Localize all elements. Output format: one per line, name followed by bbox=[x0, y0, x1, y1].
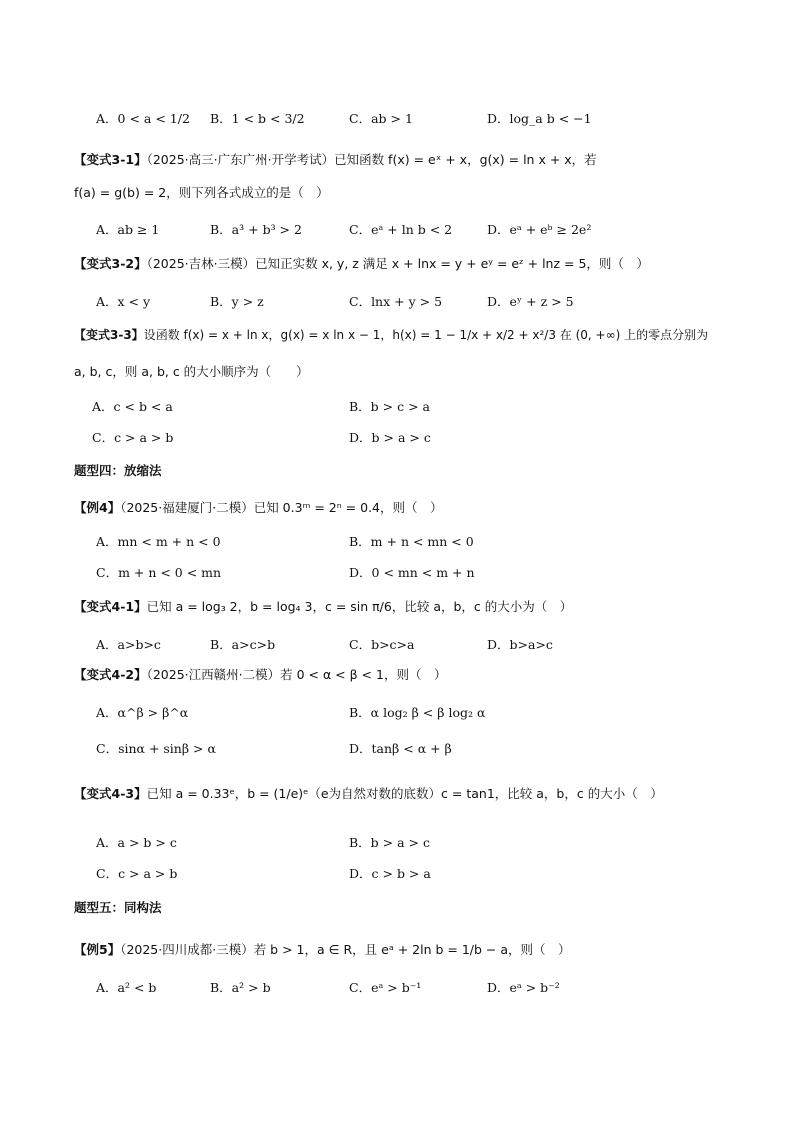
v33-option-c: C．c > a > b bbox=[92, 430, 174, 445]
v41-option-c: C．b>c>a bbox=[349, 637, 415, 652]
v33-line1: 设函数 f(x) = x + ln x，g(x) = x ln x − 1，h(x) = 1 − 1/x + x/2 + x²/3 在 (0, +∞) 上的零点分别为 bbox=[143, 328, 709, 342]
ex5-option-b: B．a² > b bbox=[210, 980, 271, 995]
ex4-option-a: A．mn < m + n < 0 bbox=[96, 534, 221, 549]
v43-option-b: B．b > a > c bbox=[349, 835, 430, 850]
v31-line2: f(a) = g(b) = 2，则下列各式成立的是（ ） bbox=[74, 185, 329, 200]
v42-tag: 【变式4-2】 bbox=[74, 667, 147, 682]
v32-line1: （2025·吉林·三模）已知正实数 x, y, z 满足 x + lnx = y + eʸ = eᶻ + lnz = 5，则（ ） bbox=[146, 256, 649, 271]
ex4-option-c: C．m + n < 0 < mn bbox=[96, 565, 222, 580]
ex5-option-a: A．a² < b bbox=[96, 980, 157, 995]
v31-stem bbox=[74, 152, 597, 168]
v41-line1: 已知 a = log₃ 2，b = log₄ 3，c = sin π/6，比较 a，b，c 的大小为（ ） bbox=[146, 599, 573, 614]
v41-tag: 【变式4-1】 bbox=[74, 599, 147, 614]
v32-option-b: B．y > z bbox=[210, 294, 264, 309]
v32-option-a: A．x < y bbox=[96, 294, 151, 309]
v42-option-c: C．sinα + sinβ > α bbox=[96, 741, 216, 756]
v42-stem bbox=[74, 667, 446, 683]
v43-option-d: D．c > b > a bbox=[349, 866, 431, 881]
v31-option-d: D．eᵃ + eᵇ ≥ 2e² bbox=[487, 222, 592, 237]
ex4-option-d: D．0 < mn < m + n bbox=[349, 565, 475, 580]
v42-line1: （2025·江西赣州·二模）若 0 < α < β < 1，则（ ） bbox=[146, 667, 447, 682]
v31-option-b: B．a³ + b³ > 2 bbox=[210, 222, 302, 237]
ex4-tag: 【例4】 bbox=[74, 500, 121, 515]
ex4-line1: （2025·福建厦门·二模）已知 0.3ᵐ = 2ⁿ = 0.4，则（ ） bbox=[120, 500, 443, 515]
section-5-title: 题型五：同构法 bbox=[74, 900, 162, 915]
v31-option-a: A．ab ≥ 1 bbox=[96, 222, 160, 237]
q-top-option-c: C．ab > 1 bbox=[349, 111, 413, 126]
v32-tag: 【变式3-2】 bbox=[74, 256, 147, 271]
v33-option-b: B．b > c > a bbox=[349, 399, 430, 414]
ex5-stem bbox=[74, 942, 571, 958]
v42-option-d: D．tanβ < α + β bbox=[349, 741, 452, 756]
v33-stem bbox=[74, 327, 708, 343]
v43-tag: 【变式4-3】 bbox=[74, 786, 147, 801]
v32-option-d: D．eʸ + z > 5 bbox=[487, 294, 574, 309]
q-top-option-d: D．log_a b < −1 bbox=[487, 111, 592, 126]
section-4-title: 题型四：放缩法 bbox=[74, 463, 162, 478]
v42-option-b: B．α log₂ β < β log₂ α bbox=[349, 705, 486, 720]
v43-option-a: A．a > b > c bbox=[96, 835, 177, 850]
v41-stem bbox=[74, 599, 572, 615]
ex5-option-c: C．eᵃ > b⁻¹ bbox=[349, 980, 422, 995]
v32-option-c: C．lnx + y > 5 bbox=[349, 294, 443, 309]
v31-option-c: C．eᵃ + ln b < 2 bbox=[349, 222, 453, 237]
ex5-tag: 【例5】 bbox=[74, 942, 121, 957]
v43-option-c: C．c > a > b bbox=[96, 866, 178, 881]
v31-line1: （2025·高三·广东广州·开学考试）已知函数 f(x) = eˣ + x，g(x) = ln x + x，若 bbox=[146, 152, 597, 167]
q-top-option-a: A．0 < a < 1/2 bbox=[96, 111, 190, 126]
v41-option-d: D．b>a>c bbox=[487, 637, 553, 652]
q-top-option-b: B．1 < b < 3/2 bbox=[210, 111, 305, 126]
v33-line2: a, b, c，则 a, b, c 的大小顺序为（ ） bbox=[74, 364, 309, 379]
ex4-option-b: B．m + n < mn < 0 bbox=[349, 534, 474, 549]
ex5-line1: （2025·四川成都·三模）若 b > 1，a ∈ R，且 eᵃ + 2ln b = 1/b − a，则（ ） bbox=[120, 942, 571, 957]
v42-option-a: A．α^β > β^α bbox=[96, 705, 189, 720]
v33-option-a: A．c < b < a bbox=[92, 399, 173, 414]
ex5-option-d: D．eᵃ > b⁻² bbox=[487, 980, 560, 995]
ex4-stem bbox=[74, 500, 443, 516]
v43-line1: 已知 a = 0.33ᵉ，b = (1/e)ᵉ（e为自然对数的底数）c = tan1，比较 a，b，c 的大小（ ） bbox=[146, 786, 663, 801]
v43-stem bbox=[74, 786, 663, 802]
v41-option-b: B．a>c>b bbox=[210, 637, 276, 652]
v33-option-d: D．b > a > c bbox=[349, 430, 431, 445]
v41-option-a: A．a>b>c bbox=[96, 637, 161, 652]
v32-stem bbox=[74, 256, 649, 272]
v33-tag: 【变式3-3】 bbox=[74, 328, 144, 342]
v31-tag: 【变式3-1】 bbox=[74, 152, 147, 167]
